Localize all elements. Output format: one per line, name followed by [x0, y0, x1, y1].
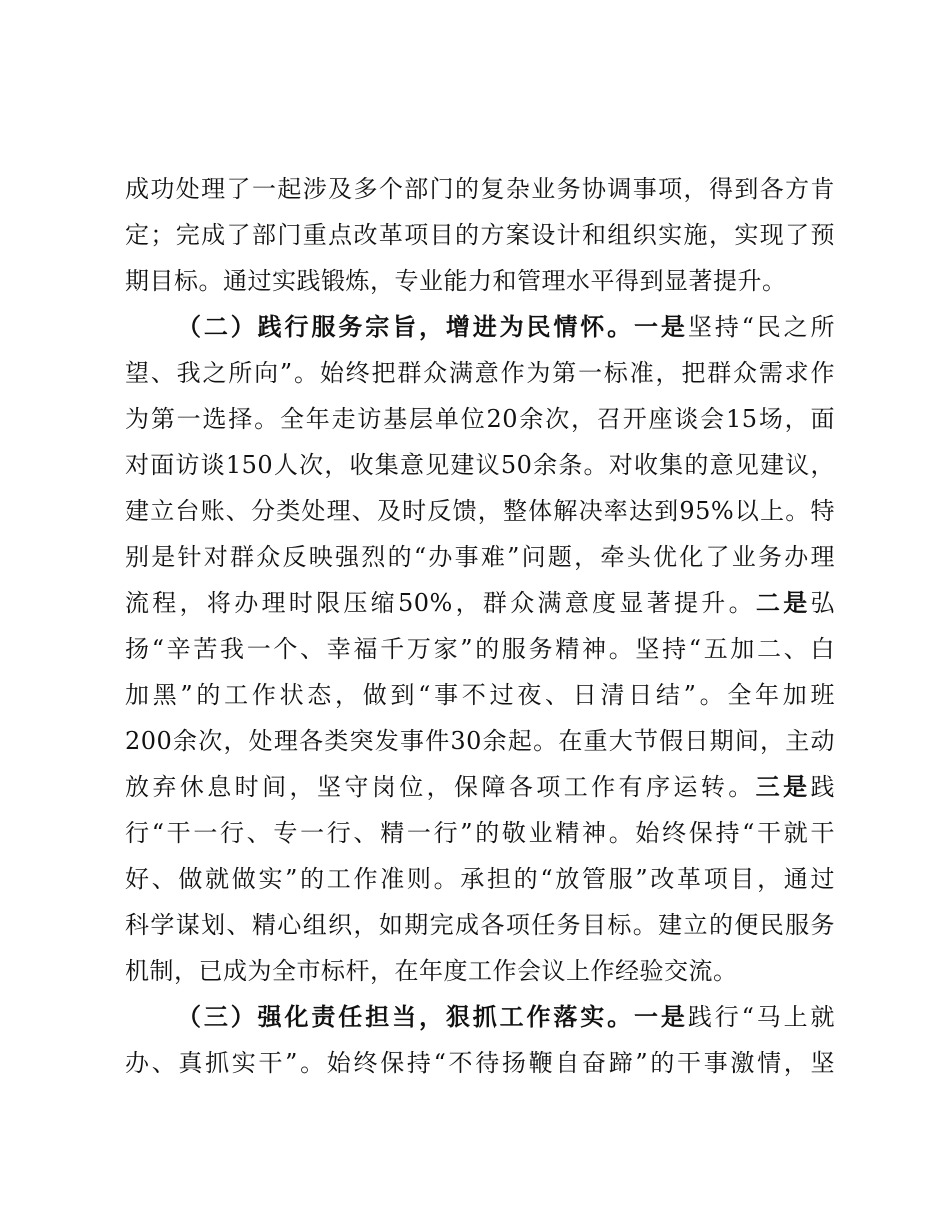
text-run: 坚持“民之所 — [687, 313, 836, 341]
text-run: 望、我之所向”。始终把群众满意作为第一标准，把群众需求作 — [125, 359, 835, 387]
text-line — [125, 902, 835, 948]
text-run: 为第一选择。全年走访基层单位20余次，召开座谈会15场，面 — [125, 405, 835, 433]
text-run: 办、真抓实干”。始终保持“不待扬鞭自奋蹄”的干事激情，坚 — [125, 1049, 835, 1077]
text-line — [125, 764, 835, 810]
text-run: 机制，已成为全市标杆，在年度工作会议上作经验交流。 — [125, 957, 738, 985]
item-marker: 二是 — [755, 588, 811, 617]
item-marker: 一是 — [634, 1002, 688, 1031]
text-run: 践行“马上就 — [687, 1003, 836, 1031]
text-line — [125, 442, 835, 488]
text-run: 科学谋划、精心组织，如期完成各项任务目标。建立的便民服务 — [125, 911, 835, 939]
text-line — [125, 718, 835, 764]
section-heading-line — [125, 304, 835, 350]
text-run: 扬“辛苦我一个、幸福千万家”的服务精神。坚持“五加二、白 — [125, 635, 835, 663]
text-line — [125, 672, 835, 718]
text-run: 流程，将办理时限压缩50%，群众满意度显著提升。 — [125, 589, 756, 617]
section-heading-line — [125, 994, 835, 1040]
text-run: 成功处理了一起涉及多个部门的复杂业务协调事项，得到各方肯 — [125, 175, 835, 203]
text-run: 行“干一行、专一行、精一行”的敬业精神。始终保持“干就干 — [125, 819, 835, 847]
text-run: 对面访谈150人次，收集意见建议50余条。对收集的意见建议， — [125, 451, 835, 479]
text-line — [125, 948, 835, 994]
text-line — [125, 580, 835, 626]
text-run: 加黑”的工作状态，做到“事不过夜、日清日结”。全年加班 — [125, 681, 835, 709]
text-line — [125, 488, 835, 534]
text-line — [125, 1040, 835, 1086]
section-heading: （三）强化责任担当，狠抓工作落实。 — [177, 1002, 635, 1031]
text-line — [125, 396, 835, 442]
text-run: 好、做就做实”的工作准则。承担的“放管服”改革项目，通过 — [125, 865, 835, 893]
text-line — [125, 810, 835, 856]
item-marker: 三是 — [755, 772, 811, 801]
item-marker: 一是 — [634, 312, 688, 341]
text-line — [125, 350, 835, 396]
text-run: 践 — [810, 773, 836, 801]
text-run: 200余次，处理各类突发事件30余起。在重大节假日期间，主动 — [125, 727, 835, 755]
section-heading: （二）践行服务宗旨，增进为民情怀。 — [177, 312, 635, 341]
text-run: 期目标。通过实践锻炼，专业能力和管理水平得到显著提升。 — [125, 267, 787, 295]
text-run: 别是针对群众反映强烈的“办事难”问题，牵头优化了业务办理 — [125, 543, 835, 571]
text-run: 弘 — [810, 589, 836, 617]
text-line — [125, 534, 835, 580]
text-line — [125, 212, 835, 258]
text-line — [125, 626, 835, 672]
document-body — [125, 166, 835, 1086]
text-run: 放弃休息时间，坚守岗位，保障各项工作有序运转。 — [125, 773, 756, 801]
text-run: 定；完成了部门重点改革项目的方案设计和组织实施，实现了预 — [125, 221, 835, 249]
text-line — [125, 856, 835, 902]
text-run: 建立台账、分类处理、及时反馈，整体解决率达到95%以上。特 — [125, 497, 835, 525]
text-line — [125, 258, 835, 304]
text-line — [125, 166, 835, 212]
